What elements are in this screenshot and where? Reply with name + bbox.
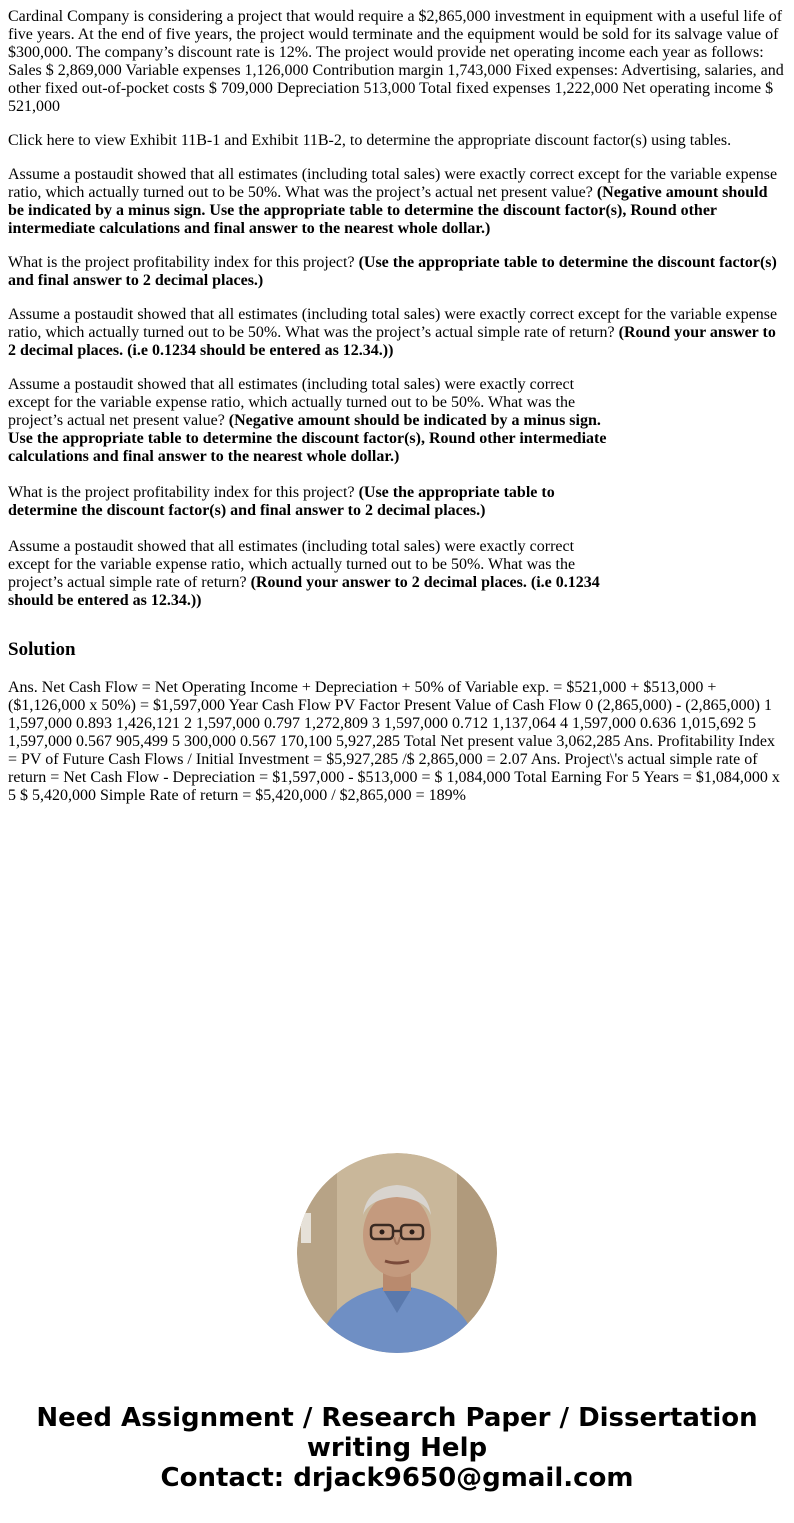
question-srr-text: Assume a postaudit showed that all estimates (including total sales) were exactly correct except for the variable expense ratio, which actually turned out to be 50%. What was the project’s actual simple rate of return?	[8, 306, 778, 341]
problem-intro: Cardinal Company is considering a project that would require a $2,865,000 investment in equipment with a useful life of five years. At the end of five years, the project would terminate and the equipment would be sold for its salvage value of $300,000. The company’s discount rate is 12%. The project would provide net operating income each year as follows: Sales $ 2,869,000 Variable expenses 1,126,000 Contribution margin 1,743,000 Fixed expenses: Advertising, salaries, and other fixed out-of-pocket costs $ 709,000 Depreciation 513,000 Total fixed expenses 1,222,000 Net operating income $ 521,000	[8, 8, 784, 115]
solution-body: Ans. Net Cash Flow = Net Operating Income + Depreciation + 50% of Variable exp. = $521,000 + $513,000 + ($1,126,000 x 50%) = $1,597,000 Year Cash Flow PV Factor Present Value of Cash Flow 0 (2,865,000) - (2,865,000) 1 1,597,000 0.893 1,426,121 2 1,597,000 0.797 1,272,809 3 1,597,000 0.712 1,137,064 4 1,597,000 0.636 1,015,692 5 1,597,000 0.567 905,499 5 300,000 0.567 170,100 5,927,285 Total Net present value 3,062,285 Ans. Profitability Index = PV of Future Cash Flows / Initial Investment = $5,927,285 /$ 2,865,000 = 2.07 Ans. Project\'s actual simple rate of return = Net Cash Flow - Depreciation = $1,597,000 - $513,000 = $ 1,084,000 Total Earning For 5 Years = $1,084,000 x 5 $ 5,420,000 Simple Rate of return = $5,420,000 / $2,865,000 = 189%	[8, 679, 780, 804]
repeat-question-srr	[8, 538, 608, 610]
question-pi-text: What is the project profitability index for this project?	[8, 254, 359, 271]
question-npv-note: (Negative amount should be indicated by a minus sign. Use the appropriate table to determine the discount factor(s), Round other intermediate calculations and final answer to the nearest whole dollar.)	[8, 184, 768, 237]
question-simple-rate	[8, 306, 786, 360]
repeat-question-npv-text: Assume a postaudit showed that all estimates (including total sales) were exactly correct except for the variable expense ratio, which actually turned out to be 50%. What was the project’s actual net present value?	[8, 376, 576, 429]
repeated-questions	[8, 376, 608, 610]
footer-contact: Contact: drjack9650@gmail.com	[160, 1463, 634, 1493]
repeat-question-srr-text: Assume a postaudit showed that all estimates (including total sales) were exactly correct except for the variable expense ratio, which actually turned out to be 50%. What was the project’s actual simple rate of return?	[8, 538, 576, 591]
footer-help-text: Need Assignment / Research Paper / Dissertation writing Help	[36, 1403, 758, 1463]
repeat-question-srr-note: (Round your answer to 2 decimal places. (i.e 0.1234 should be entered as 12.34.))	[8, 574, 600, 609]
question-profitability-index	[8, 254, 786, 290]
question-pi-note: (Use the appropriate table to determine the discount factor(s) and final answer to 2 decimal places.)	[8, 254, 777, 289]
repeat-question-pi-text: What is the project profitability index for this project?	[8, 484, 359, 501]
repeat-question-pi-note: (Use the appropriate table to determine the discount factor(s) and final answer to 2 decimal places.)	[8, 484, 555, 519]
question-npv	[8, 166, 786, 238]
repeat-question-npv	[8, 376, 608, 466]
content	[8, 8, 786, 805]
footer-banner	[0, 1403, 794, 1493]
tutor-avatar-icon	[297, 1153, 497, 1353]
question-srr-note: (Round your answer to 2 decimal places. (i.e 0.1234 should be entered as 12.34.))	[8, 324, 776, 359]
repeat-question-npv-note: (Negative amount should be indicated by a minus sign. Use the appropriate table to determine the discount factor(s), Round other intermediate calculations and final answer to the nearest whole dollar.)	[8, 412, 607, 465]
solution-heading: Solution	[8, 639, 76, 660]
exhibit-link-text: Click here to view Exhibit 11B-1 and Exhibit 11B-2, to determine the appropriate discount factor(s) using tables.	[8, 132, 732, 149]
tutor-avatar	[297, 1153, 497, 1353]
question-npv-text: Assume a postaudit showed that all estimates (including total sales) were exactly correct except for the variable expense ratio, which actually turned out to be 50%. What was the project’s actual net present value?	[8, 166, 778, 201]
repeat-question-pi	[8, 484, 608, 520]
